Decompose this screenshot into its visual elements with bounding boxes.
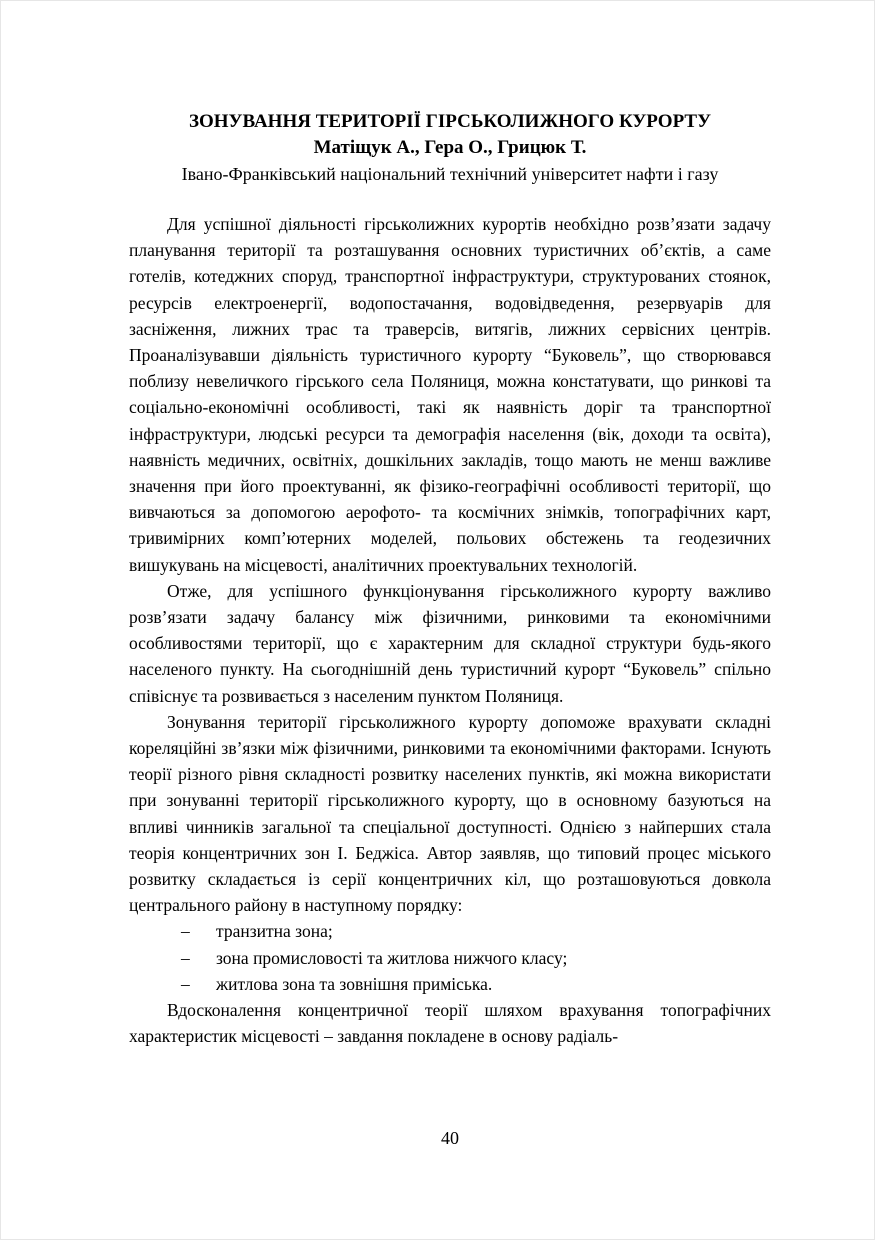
list-item-text: транзитна зона;: [216, 921, 333, 942]
paragraph-closing: Вдосконалення концентричної теорії шляхом врахування топографічних характеристик місцевості – завдання покладене в основу радіаль-: [129, 1000, 771, 1047]
list-item-text: зона промисловості та житлова нижчого класу;: [216, 947, 568, 968]
paper-affiliation: Івано-Франківський національний технічний університет нафти і газу: [181, 164, 719, 184]
page-number: 40: [441, 1128, 459, 1148]
zone-list: [129, 918, 771, 997]
paragraph-zoning-theory: Зонування території гірськолижного курорту допоможе врахувати складні кореляційні зв’язки між фізичними, ринковими та економічними факторами. Існують теорії різного рівня складності розвитку населених пунктів, які можна використати при зонуванні території гірськолижного курорту, що в основному базуються на впливі чинників загальної та спеціальної доступності. Однією з найперших стала теорія концентричних зон І. Беджіса. Автор заявляв, що типовий процес міського розвитку складається із серії концентричних кіл, що розташовуються довкола центрального району в наступному порядку:: [129, 711, 771, 916]
list-item: [129, 971, 771, 997]
paper-title: ЗОНУВАННЯ ТЕРИТОРІЇ ГІРСЬКОЛИЖНОГО КУРОРТУ: [188, 111, 712, 132]
paragraph-balance: Отже, для успішного функціонування гірськолижного курорту важливо розв’язати задачу балансу між фізичними, ринковими та економічними особливостями території, що є характерним для складної структури будь-якого населеного пункту. На сьогоднішній день туристичний курорт “Буковель” спільно співіснує та розвивається з населеним пунктом Поляниця.: [129, 580, 771, 706]
list-item: [129, 945, 771, 971]
list-item: [129, 918, 771, 944]
paragraph-intro: Для успішної діяльності гірськолижних курортів необхідно розв’язати задачу планування території та розташування основних туристичних об’єктів, а саме готелів, котеджних споруд, транспортної інфраструктури, структурованих стоянок, ресурсів електроенергії, водопостачання, водовідведення, резервуарів для засніження, лижних трас та траверсів, витягів, лижних сервісних центрів. Проаналізувавши діяльність туристичного курорту “Буковель”, що створювався поблизу невеличкого гірського села Поляниця, можна констатувати, що ринкові та соціально-економічні особливості, такі як наявність доріг та транспортної інфраструктури, людські ресурси та демографія населення (вік, доходи та освіта), наявність медичних, освітніх, дошкільних закладів, тощо мають не менш важливе значення при його проектуванні, як фізико-географічні особливості території, що вивчаються за допомогою аерофото- та космічних знімків, топографічних карт, тривимірних комп’ютерних моделей, польових обстежень та геодезичних вишукувань на місцевості, аналітичних проектувальних технологій.: [129, 214, 771, 575]
list-item-text: житлова зона та зовнішня приміська.: [216, 973, 493, 994]
paper-authors: Матіщук А., Гера О., Грицюк Т.: [313, 137, 587, 158]
dash-marker: –: [181, 921, 190, 942]
paper-body: [129, 211, 771, 1050]
paper-heading: [129, 109, 771, 187]
dash-marker: –: [181, 973, 190, 994]
dash-marker: –: [181, 947, 190, 968]
